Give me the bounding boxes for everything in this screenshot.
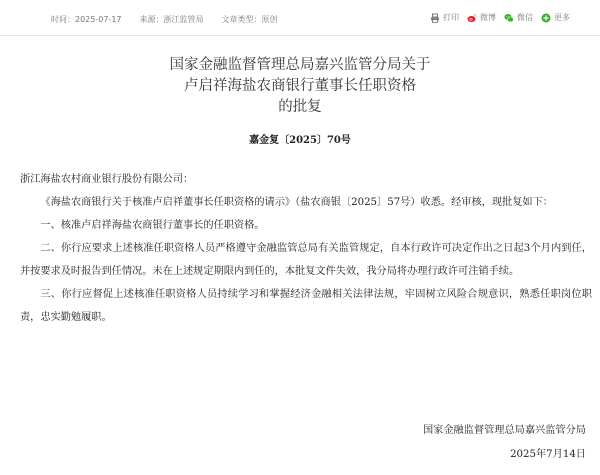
document-number: 嘉金复〔2025〕70号 (249, 135, 351, 146)
article-meta (51, 14, 278, 25)
title-line-1: 国家金融监督管理总局嘉兴监管分局关于 (169, 57, 431, 73)
article-type: 文章类型：原创 (221, 15, 278, 24)
plus-icon (541, 13, 551, 23)
more-share-button[interactable]: 更多 (541, 12, 570, 23)
paragraph-supervision: 三、你行应督促上述核准任职资格人员持续学习和掌握经济金融相关法律法规，牢固树立风险合规意识，熟悉任职岗位职责，忠实勤勉履职。 (20, 289, 592, 323)
paragraph-request: 《海盐农商银行关于核准卢启祥董事长任职资格的请示》（盐农商银〔2025〕57号）收悉。经审核，现批复如下： (40, 197, 553, 208)
title-line-2: 卢启祥海盐农商银行董事长任职资格 (184, 78, 416, 94)
print-button[interactable]: 打印 (430, 12, 459, 23)
article-meta-bar (0, 0, 600, 36)
article-source: 来源：浙江监管局 (139, 15, 204, 24)
weibo-icon (467, 13, 477, 23)
wechat-share-button[interactable]: 微信 (504, 12, 533, 23)
article-title (0, 55, 600, 118)
title-line-3: 的批复 (278, 99, 322, 115)
print-icon (430, 13, 440, 23)
article-body (20, 168, 592, 329)
signature-block (423, 419, 586, 467)
wechat-icon (504, 13, 514, 23)
paragraph-requirements: 二、你行应要求上述核准任职资格人员严格遵守金融监管总局有关监管规定，自本行政许可决定作出之日起3个月内到任，并按要求及时报告到任情况。未在上述规定期限内到任的，本批复文件失效，我分局将办理行政许可注销手续。 (20, 243, 592, 277)
paragraph-approval: 一、核准卢启祥海盐农商银行董事长的任职资格。 (40, 220, 265, 231)
weibo-share-button[interactable]: 微博 (467, 12, 496, 23)
signature-date: 2025年7月14日 (510, 449, 586, 460)
share-toolbar (430, 12, 570, 23)
signature-org: 国家金融监督管理总局嘉兴监管分局 (423, 425, 586, 436)
addressee: 浙江海盐农村商业银行股份有限公司： (20, 174, 194, 185)
publish-time: 时间：2025-07-17 (51, 15, 122, 24)
